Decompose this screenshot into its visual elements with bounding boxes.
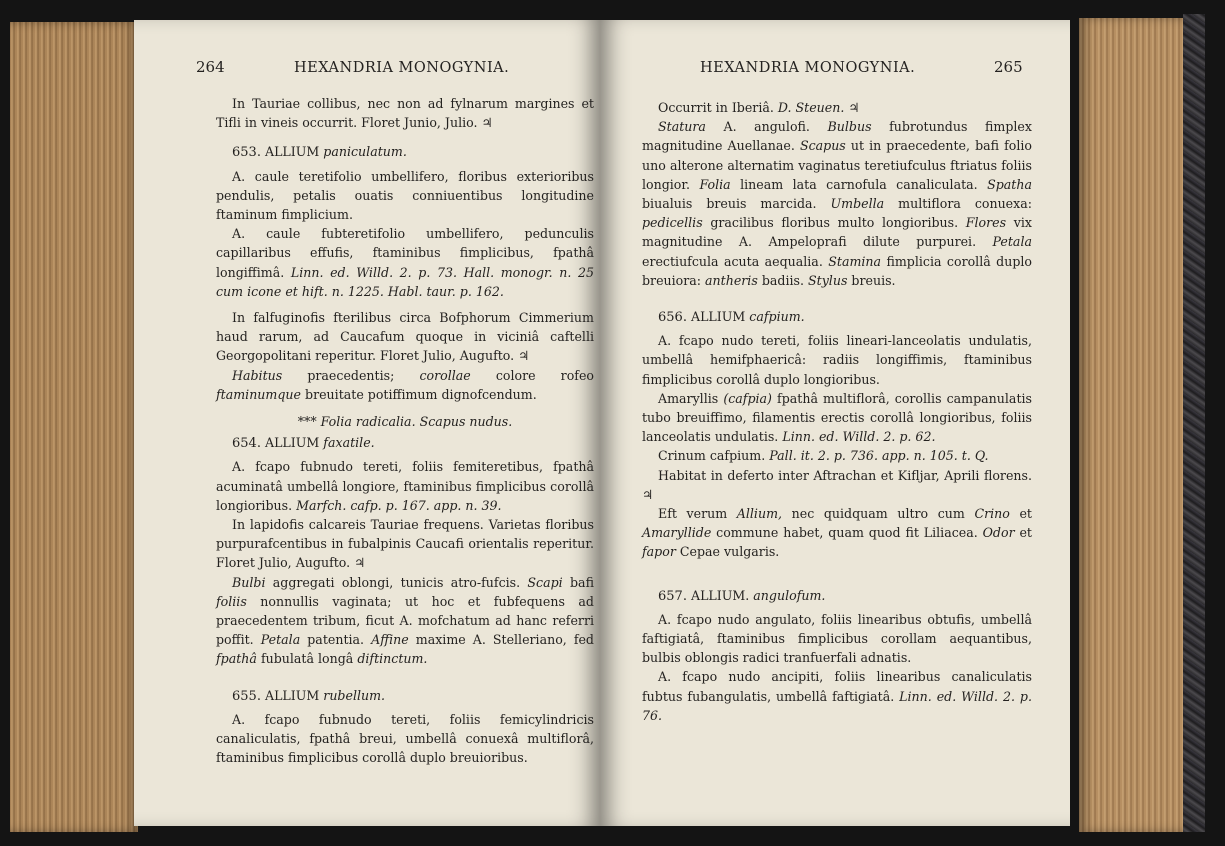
synonym: Amaryllis (cafpia) fpathâ multiflorâ, corollis campanulatis tubo breuiffimo, filamentis erectis corollâ longioribus, foliis lanceolatis undulatis. Linn. ed. Willd. 2. p. 62. — [642, 390, 1032, 445]
species-heading-654: 654. ALLIUM faxatile. — [232, 435, 375, 452]
description: A. fcapo nudo ancipiti, foliis linearibus canaliculatis fubtus fubangulatis, umbellâ faftigiatâ. Linn. ed. Willd. 2. p. 76. — [642, 669, 1032, 723]
species-heading-653: 653. ALLIUM paniculatum. — [232, 144, 407, 161]
right-page-text — [642, 98, 1032, 725]
description: A. fcapo nudo angulato, foliis linearibus obtufis, umbellâ faftigiatâ, ftaminibus fimplicibus corollam aequantibus, bulbis oblongis radici tranfuerfali adnatis. — [642, 611, 1032, 666]
species-heading-656: 656. ALLIUM cafpium. — [658, 309, 805, 326]
description: A. caule teretifolio umbellifero, floribus exterioribus pendulis, petalis ouatis conniuentibus longitudine ftaminum fimplicium. — [216, 168, 594, 223]
description: A. fcapo fubnudo tereti, foliis femiteretibus, fpathâ acuminatâ umbellâ longiore, ftaminibus fimplicibus corollâ longioribus. Marfch. cafp. p. 167. app. n. 39. — [216, 459, 594, 513]
page-number: 264 — [196, 58, 225, 76]
species-heading-655: 655. ALLIUM rubellum. — [232, 687, 386, 704]
paragraph: Occurrit in Iberiâ. D. Steuen. ♃ — [658, 100, 860, 115]
left-page-edges — [10, 22, 138, 832]
synonym: Crinum cafpium. Pall. it. 2. p. 736. app. n. 105. t. Q. — [658, 448, 989, 464]
paragraph: Habitus praecedentis; corollae colore rofeo ftaminumque breuitate potiffimum dignofcendum. — [216, 367, 594, 402]
paragraph: In lapidofis calcareis Tauriae frequens. Varietas floribus purpurafcentibus in fubalpinis Caucafi orientalis reperitur. Floret Julio, Augufto. ♃ — [216, 517, 594, 571]
species-heading-657: 657. ALLIUM. angulofum. — [658, 587, 826, 604]
marbled-cover — [1183, 14, 1205, 832]
left-page-text — [216, 94, 594, 768]
paragraph: Habitat in deferto inter Aftrachan et Kifljar, Aprili florens. ♃ — [642, 467, 1032, 502]
right-page — [600, 20, 1070, 826]
description: A. fcapo fubnudo tereti, foliis femicylindricis canaliculatis, fpathâ breui, umbellâ conuexâ multiflorâ, ftaminibus fimplicibus corollâ duplo breuioribus. — [216, 711, 594, 766]
open-book — [10, 14, 1205, 832]
page-number: 265 — [994, 58, 1023, 76]
paragraph: Statura A. angulofi. Bulbus fubrotundus fimplex magnitudine Auellanae. Scapus ut in praecedente, bafi folio uno alterone alternatim vaginatus teretiufculus ftriatus foliis longior. Folia lineam lata carnofula canaliculata. Spatha biualuis breuis marcida. Umbella multiflora conuexa: pedicellis gracilibus floribus multo longioribus. Flores vix magnitudine A. Ampeloprafi dilute purpurei. Petala erectiufcula acuta aequalia. Stamina fimplicia corollâ duplo breuiora: antheris badiis. Stylus breuis. — [642, 119, 1032, 288]
paragraph: In Tauriae collibus, nec non ad fylnarum margines et Tifli in vineis occurrit. Floret Junio, Julio. ♃ — [216, 96, 594, 131]
description: A. fcapo nudo tereti, foliis lineari-lanceolatis undulatis, umbellâ hemifphaericâ: radiis longiffimis, ftaminibus fimplicibus corollâ duplo longioribus. — [642, 333, 1032, 387]
paragraph: Bulbi aggregati oblongi, tunicis atro-fufcis. Scapi bafi foliis nonnullis vaginata; ut hoc et fubfequens ad praecedentem tribum, ficut A. mofchatum ad hanc referri poffit. Petala patentia. Affine maxime A. Stelleriano, fed fpathâ fubulatâ longâ diftinctum. — [216, 574, 594, 667]
section-title: *** Folia radicalia. Scapus nudus. — [297, 414, 513, 430]
paragraph: In falfuginofis fterilibus circa Bofphorum Cimmerium haud rarum, ad Caucafum quoque in viciniâ caftelli Georgopolitani reperitur. Floret Julio, Augufto. ♃ — [216, 310, 594, 364]
paragraph: Eft verum Allium, nec quidquam ultro cum Crino et Amaryllide commune habet, quam quod fit Liliacea. Odor et fapor Cepae vulgaris. — [642, 506, 1032, 560]
left-page — [134, 20, 600, 826]
right-page-edges — [1079, 18, 1191, 832]
description: A. caule fubteretifolio umbellifero, pedunculis capillaribus effufis, ftaminibus fimplicibus, fpathâ longiffimâ. Linn. ed. Willd. 2. p. 73. Hall. monogr. n. 25 cum icone et hift. n. 1225. Habl. taur. p. 162. — [216, 226, 594, 299]
running-head: HEXANDRIA MONOGYNIA. — [700, 60, 916, 76]
running-head: HEXANDRIA MONOGYNIA. — [294, 60, 510, 76]
